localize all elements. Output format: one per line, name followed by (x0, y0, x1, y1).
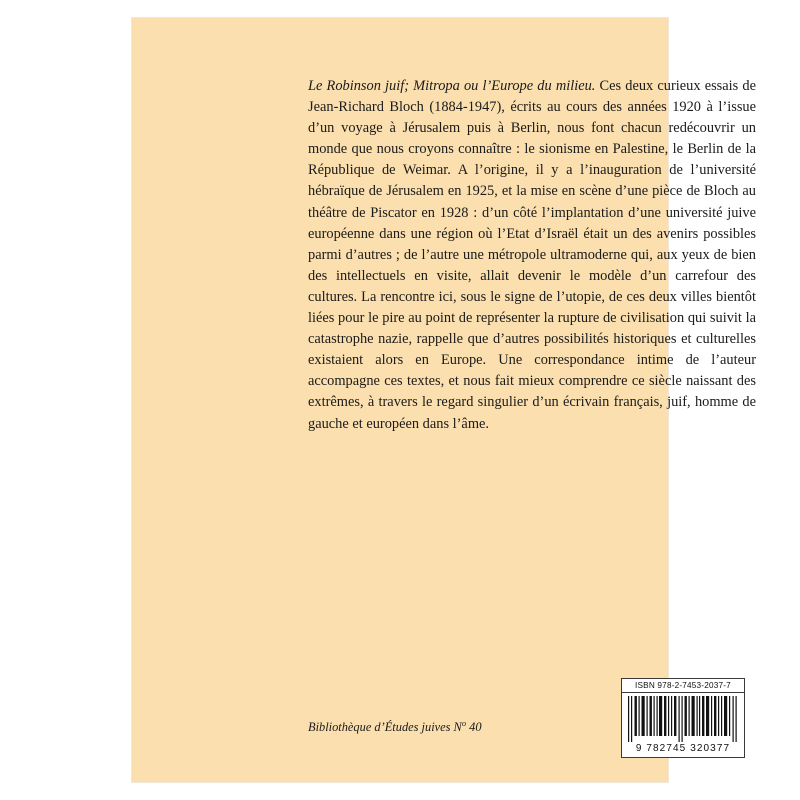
isbn-label: ISBN 978-2-7453-2037-7 (622, 679, 744, 693)
barcode-area (622, 693, 744, 743)
blurb-title: Le Robinson juif; Mitropa ou l’Europe du milieu. (308, 78, 596, 94)
book-cover-panel (132, 18, 756, 782)
barcode-digits: 9 782745 320377 (635, 743, 731, 754)
series-number: 40 (466, 720, 482, 735)
series-label: Bibliothèque d’Études juives N (308, 720, 462, 735)
barcode-icon (627, 696, 739, 742)
blurb-body: Ces deux curieux essais de Jean-Richard Bloch (1884-1947), écrits au cours des années 1920 à l’issue d’un voyage à Jérusalem puis à Berlin, nous font chacun redécouvrir un monde que nous croyons connaître : le sionisme en Palestine, le Berlin de la République de Weimar. A l’origine, il y a l’inauguration de l’université hébraïque de Jérusalem en 1925, et la mise en scène d’une pièce de Bloch au théâtre de Piscator en 1928 : d’un côté l’implantation d’une université juive européenne dans une région où l’Etat d’Israël était un des avenirs possibles parmi d’autres ; de l’autre une métropole ultramoderne qui, aux yeux de bien des intellectuels en visite, allait devenir le modèle d’un carrefour des cultures. La rencontre ici, sous le signe de l’utopie, de ces deux villes bientôt liées pour le pire au point de représenter la rupture de civilisation qui suivit la catastrophe nazie, rappelle que d’autres possibilités historiques et culturelles existaient alors en Europe. Une correspondance intime de l’auteur accompagne ces textes, et nous fait mieux comprendre ce siècle naissant des extrêmes, à travers le regard singulier d’un écrivain français, juif, homme de gauche et européen dans l’âme. (308, 78, 756, 432)
series-line (308, 718, 482, 735)
series-label-superscript: o (461, 718, 467, 728)
blurb-paragraph (308, 76, 756, 435)
isbn-barcode-block (621, 678, 745, 758)
